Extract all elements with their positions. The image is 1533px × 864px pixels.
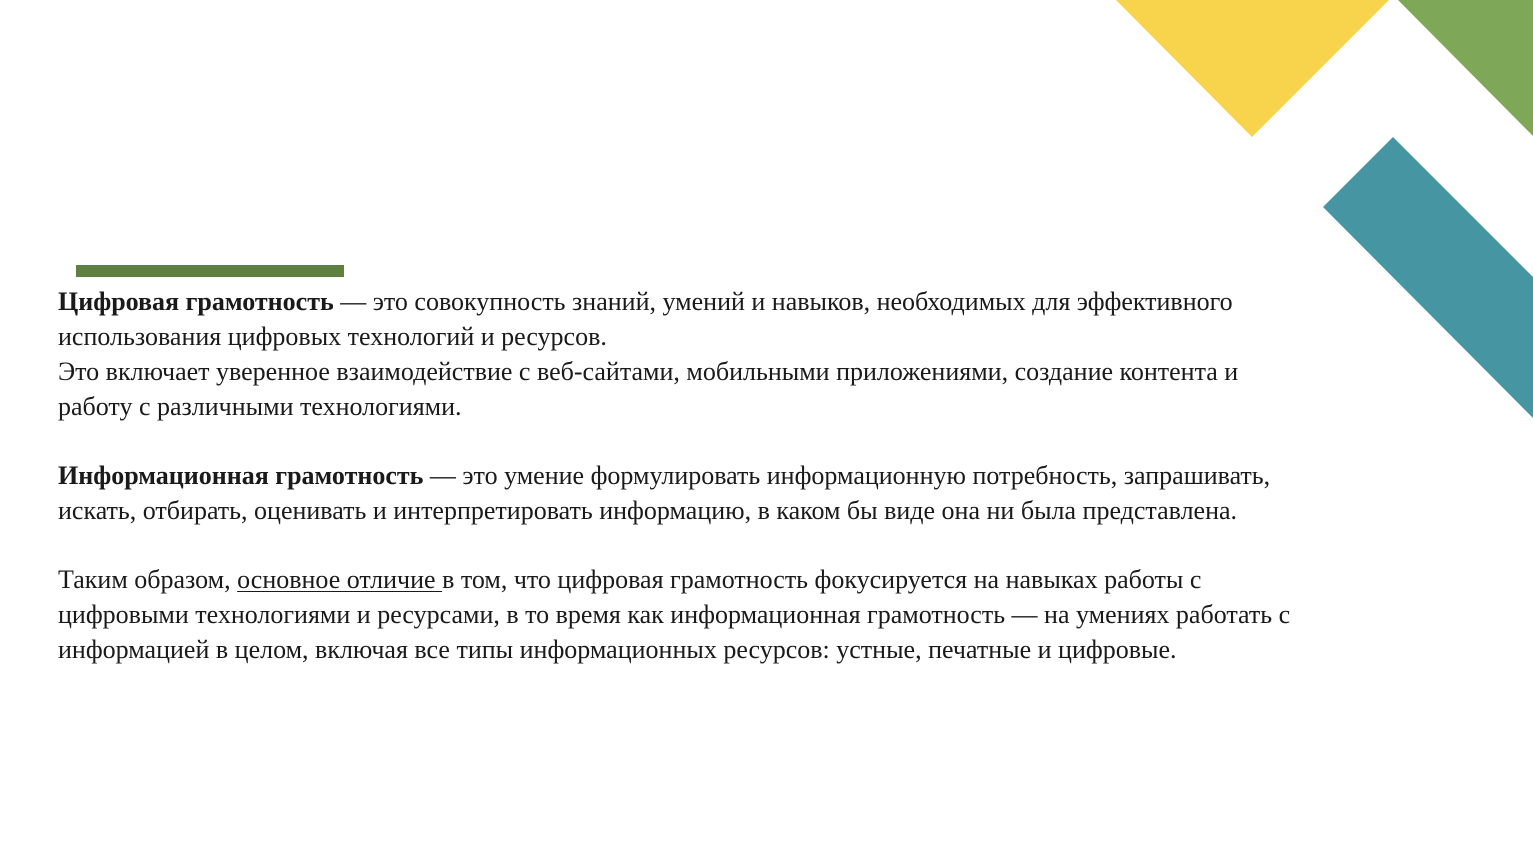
information-literacy-term: Информационная грамотность [58,461,424,490]
paragraph-gap [58,528,1458,562]
digital-literacy-line2: использования цифровых технологий и ресурсов. [58,322,607,351]
digital-literacy-line4: работу с различными технологиями. [58,392,462,421]
main-difference-underlined: основное отличие [237,565,443,594]
digital-literacy-term: Цифровая грамотность [58,287,334,316]
green-triangle-shape [1398,0,1533,136]
information-literacy-line2: искать, отбирать, оценивать и интерпретировать информацию, в каком бы виде она ни была представлена. [58,496,1238,525]
conclusion-paragraph [58,562,1458,667]
paragraph-gap [58,424,1458,458]
conclusion-line3: информацией в целом, включая все типы информационных ресурсов: устные, печатные и цифровые. [58,635,1177,664]
yellow-triangle-shape [1116,0,1389,137]
slide-content [58,284,1458,667]
information-literacy-definition [58,458,1458,528]
accent-bar [76,265,344,277]
conclusion-line2: цифровыми технологиями и ресурсами, в то время как информационная грамотность — на умениях работать с [58,600,1291,629]
conclusion-line1-rest: в том, что цифровая грамотность фокусируется на навыках работы с [442,565,1202,594]
conclusion-line1-start: Таким образом, [58,565,238,594]
information-literacy-line1: — это умение формулировать информационную потребность, запрашивать, [423,461,1271,490]
digital-literacy-line3: Это включает уверенное взаимодействие с веб-сайтами, мобильными приложениями, создание контента и [58,357,1239,386]
digital-literacy-line1: — это совокупность знаний, умений и навыков, необходимых для эффективного [333,287,1233,316]
digital-literacy-definition [58,284,1458,424]
